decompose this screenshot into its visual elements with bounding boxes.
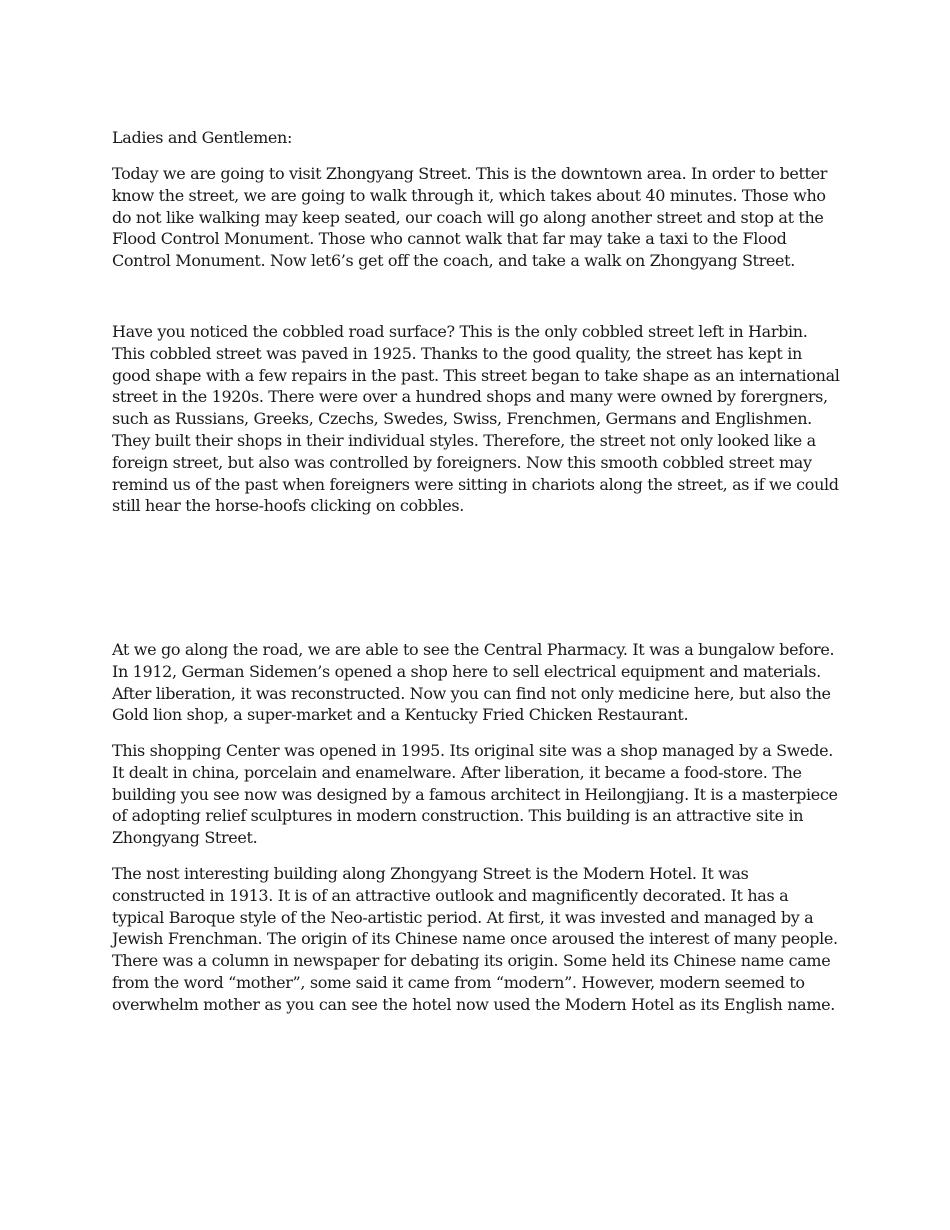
paragraph-zhongyang-intro: Today we are going to visit Zhongyang Street. This is the downtown area. In order to better know the street, we are going to walk through it, which takes about 40 minutes. Those who do not like walking may keep seated, our coach will go along another street and stop at the Flood Control Monument. Those who cannot walk that far may take a taxi to the Flood Control Monument. Now let6’s get off the coach, and take a walk on Zhongyang Street. <box>112 164 828 271</box>
paragraph-cobbled-road: Have you noticed the cobbled road surface? This is the only cobbled street left in Harbin. This cobbled street was paved in 1925. Thanks to the good quality, the street has kept in good shape with a few repairs in the past. This street began to take shape as an international street in the 1920s. There were over a hundred shops and many were owned by forergners, such as Russians, Greeks, Czechs, Swedes, Swiss, Frenchmen, Germans and Englishmen. They built their shops in their individual styles. Therefore, the street not only looked like a foreign street, but also was controlled by foreigners. Now this smooth cobbled street may remind us of the past when foreigners were sitting in chariots along the street, as if we could still hear the horse-hoofs clicking on cobbles. <box>112 322 840 516</box>
greeting-line: Ladies and Gentlemen: <box>112 128 293 147</box>
paragraph-central-pharmacy: At we go along the road, we are able to see the Central Pharmacy. It was a bungalow before. In 1912, German Sidemen’s opened a shop here to sell electrical equipment and materials. After liberation, it was reconstructed. Now you can find not only medicine here, but also the Gold lion shop, a super-market and a Kentucky Fried Chicken Restaurant. <box>112 640 835 725</box>
paragraph-shopping-center: This shopping Center was opened in 1995. Its original site was a shop managed by a Swede. It dealt in china, porcelain and enamelware. After liberation, it became a food-store. The building you see now was designed by a famous architect in Heilongjiang. It is a masterpiece of adopting relief sculptures in modern construction. This building is an attractive site in Zhongyang Street. <box>112 741 838 848</box>
paragraph-modern-hotel: The nost interesting building along Zhongyang Street is the Modern Hotel. It was constructed in 1913. It is of an attractive outlook and magnificently decorated. It has a typical Baroque style of the Neo-artistic period. At first, it was invested and managed by a Jewish Frenchman. The origin of its Chinese name once aroused the interest of many people. There was a column in newspaper for debating its origin. Some held its Chinese name came from the word “mother”, some said it came from “modern”. However, modern seemed to overwhelm mother as you can see the hotel now used the Modern Hotel as its English name. <box>112 864 838 1014</box>
